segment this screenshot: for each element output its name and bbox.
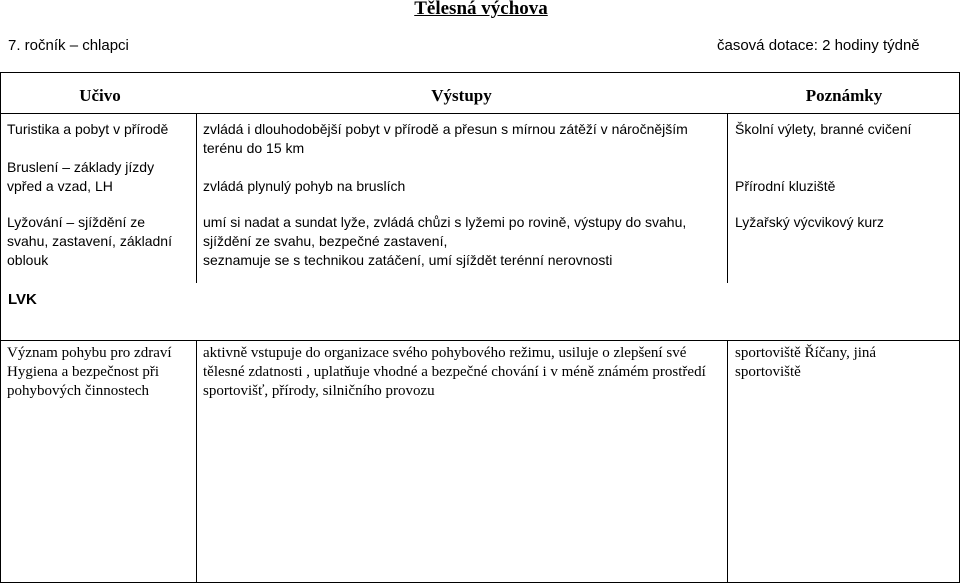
vystup-organizace: aktivně vstupuje do organizace svého pohybového režimu, usiluje o zlepšení své tělesné zdatnosti , uplatňuje vhodné a bezpečné chování i v méně známém prostředí sportovišť, přírody, silničního provozu [203, 345, 706, 399]
header-bottom-border [0, 113, 960, 114]
ucivo-hygiena: Hygiena a bezpečnost při pohybových činnostech [7, 364, 160, 399]
column-divider [196, 340, 197, 583]
header-vystupy: Výstupy [431, 86, 492, 105]
vystup-lyzovani: umí si nadat a sundat lyže, zvládá chůzi s lyžemi po rovině, výstupy do svahu, sjíždění ze svahu, bezpečné zastavení, [203, 214, 687, 249]
ucivo-turistika: Turistika a pobyt v přírodě [7, 121, 169, 137]
poznamka-vylety: Školní výlety, branné cvičení [735, 121, 912, 137]
lvk-label: LVK [8, 291, 37, 308]
table-row-divider [0, 340, 960, 341]
ucivo-vyznam-pohybu: Význam pohybu pro zdraví [7, 345, 172, 361]
poznamka-sportoviste: sportoviště Říčany, jiná sportoviště [735, 345, 877, 380]
hours-label: časová dotace: 2 hodiny týdně [717, 37, 920, 54]
poznamka-lvk: Lyžařský výcvikový kurz [735, 214, 884, 230]
vystup-lyzovani-technika: seznamuje se s technikou zatáčení, umí sjíždět terénní nerovnosti [203, 252, 613, 268]
header-ucivo: Učivo [79, 86, 121, 105]
page-title: Tělesná výchova [414, 0, 548, 19]
column-divider [727, 340, 728, 583]
column-divider [727, 113, 728, 283]
column-divider [196, 113, 197, 283]
table-bottom-border [0, 582, 960, 583]
header-poznamky: Poznámky [805, 86, 883, 105]
table-top-border [0, 72, 960, 73]
grade-label: 7. ročník – chlapci [8, 37, 129, 54]
ucivo-brusleni: Bruslení – základy jízdy vpřed a vzad, LH [7, 159, 155, 194]
ucivo-lyzovani: Lyžování – sjíždění ze svahu, zastavení, základní oblouk [7, 214, 172, 268]
vystup-brusleni: zvládá plynulý pohyb na bruslích [203, 178, 406, 194]
table-left-border [0, 72, 1, 583]
vystup-turistika: zvládá i dlouhodobější pobyt v přírodě a přesun s mírnou zátěží v náročnějším terénu do 15 km [203, 121, 688, 156]
poznamka-kluziste: Přírodní kluziště [735, 178, 836, 194]
